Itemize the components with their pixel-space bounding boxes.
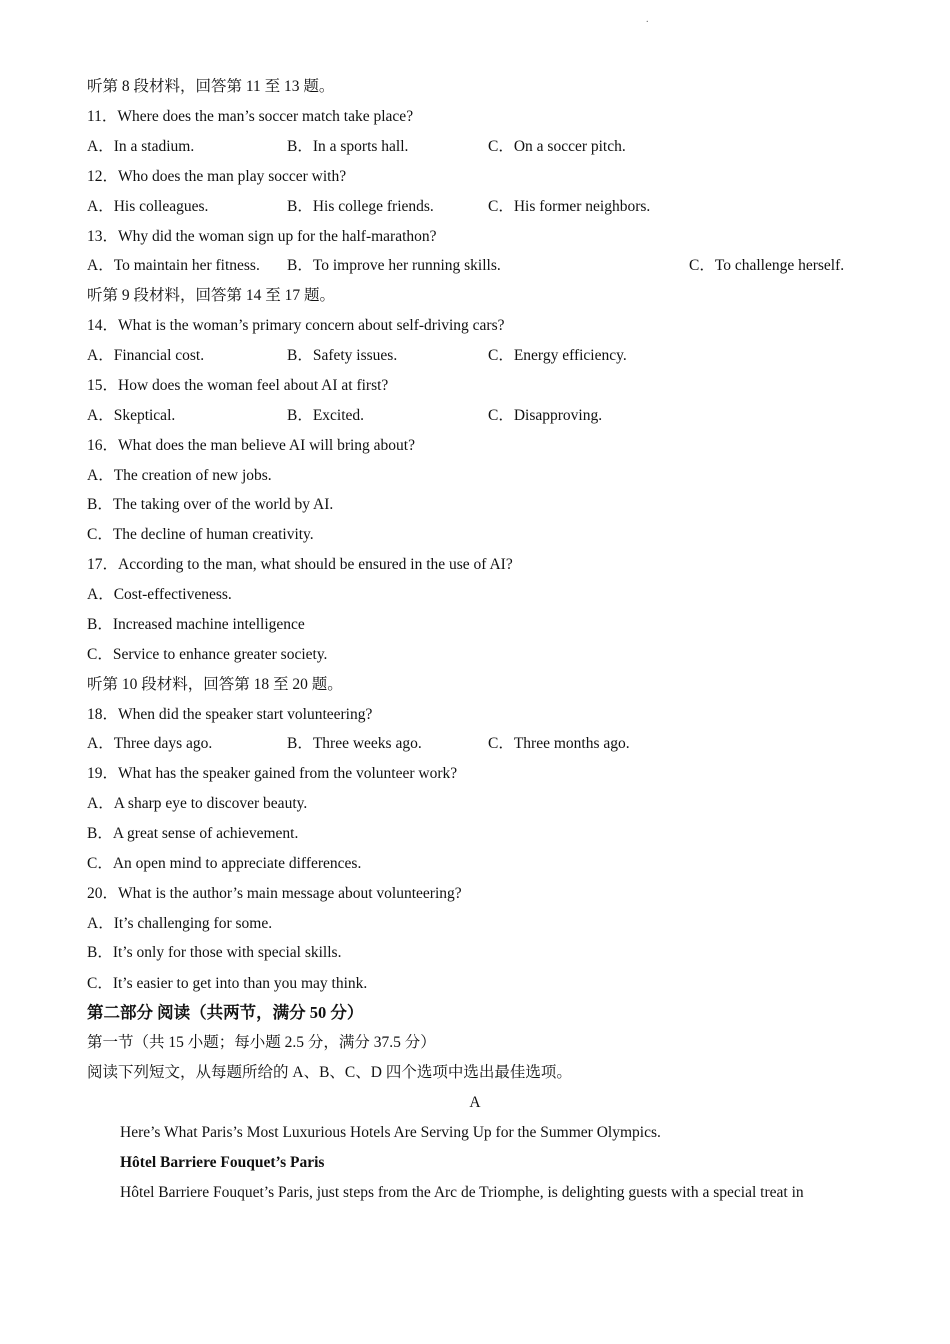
q20-option-b: B．It’s only for those with special skills. (87, 944, 342, 961)
q17-option-b: B．Increased machine intelligence (87, 616, 305, 633)
q18-option-a: A．Three days ago. (87, 735, 213, 752)
passage-paragraph: Hôtel Barriere Fouquet’s Paris, just steps from the Arc de Triomphe, is delighting guests with a special treat in (120, 1184, 804, 1201)
q16-option-a: A．The creation of new jobs. (87, 467, 272, 484)
reading-instruction: 阅读下列短文，从每题所给的 A、B、C、D 四个选项中选出最佳选项。 (87, 1064, 572, 1081)
q12-option-a: A．His colleagues. (87, 198, 209, 215)
q12-option-c: C．His former neighbors. (488, 198, 651, 215)
q16-option-b: B．The taking over of the world by AI. (87, 496, 334, 513)
q19-option-b: B．A great sense of achievement. (87, 825, 299, 842)
q17-option-a: A．Cost-effectiveness. (87, 586, 232, 603)
question-14: 14．What is the woman’s primary concern about self-driving cars? (87, 317, 505, 334)
question-12: 12．Who does the man play soccer with? (87, 168, 347, 185)
q20-option-a: A．It’s challenging for some. (87, 915, 273, 932)
section-instruction-8: 听第 8 段材料，回答第 11 至 13 题。 (87, 78, 335, 95)
q15-option-c: C．Disapproving. (488, 407, 603, 424)
q18-option-b: B．Three weeks ago. (287, 735, 422, 752)
page-mark: . (646, 14, 649, 25)
q19-option-c: C．An open mind to appreciate differences. (87, 855, 362, 872)
part-two-heading: 第二部分 阅读（共两节，满分 50 分） (87, 1003, 364, 1022)
section-one-heading: 第一节（共 15 小题；每小题 2.5 分，满分 37.5 分） (87, 1034, 436, 1051)
q17-option-c: C．Service to enhance greater society. (87, 646, 328, 663)
q14-option-a: A．Financial cost. (87, 347, 205, 364)
q13-option-b: B．To improve her running skills. (287, 257, 501, 274)
hotel-heading: Hôtel Barriere Fouquet’s Paris (120, 1154, 325, 1171)
question-16: 16．What does the man believe AI will bring about? (87, 437, 415, 454)
q15-option-a: A．Skeptical. (87, 407, 176, 424)
q15-option-b: B．Excited. (287, 407, 365, 424)
passage-title: Here’s What Paris’s Most Luxurious Hotels Are Serving Up for the Summer Olympics. (120, 1124, 661, 1141)
passage-label: A (469, 1094, 481, 1111)
q19-option-a: A．A sharp eye to discover beauty. (87, 795, 308, 812)
q20-option-c: C．It’s easier to get into than you may think. (87, 975, 368, 992)
question-13: 13．Why did the woman sign up for the half-marathon? (87, 228, 437, 245)
q18-option-c: C．Three months ago. (488, 735, 630, 752)
q11-option-c: C．On a soccer pitch. (488, 138, 626, 155)
question-19: 19．What has the speaker gained from the volunteer work? (87, 765, 458, 782)
q14-option-b: B．Safety issues. (287, 347, 398, 364)
question-15: 15．How does the woman feel about AI at first? (87, 377, 389, 394)
question-18: 18．When did the speaker start volunteering? (87, 706, 373, 723)
q16-option-c: C．The decline of human creativity. (87, 526, 314, 543)
q13-option-c: C．To challenge herself. (689, 257, 845, 274)
q11-option-a: A．In a stadium. (87, 138, 195, 155)
question-11: 11．Where does the man’s soccer match take place? (87, 108, 414, 125)
q14-option-c: C．Energy efficiency. (488, 347, 627, 364)
question-20: 20．What is the author’s main message about volunteering? (87, 885, 462, 902)
section-instruction-10: 听第 10 段材料，回答第 18 至 20 题。 (87, 676, 343, 693)
section-instruction-9: 听第 9 段材料，回答第 14 至 17 题。 (87, 287, 336, 304)
q12-option-b: B．His college friends. (287, 198, 434, 215)
question-17: 17．According to the man, what should be ensured in the use of AI? (87, 556, 513, 573)
q11-option-b: B．In a sports hall. (287, 138, 409, 155)
q13-option-a: A．To maintain her fitness. (87, 257, 260, 274)
